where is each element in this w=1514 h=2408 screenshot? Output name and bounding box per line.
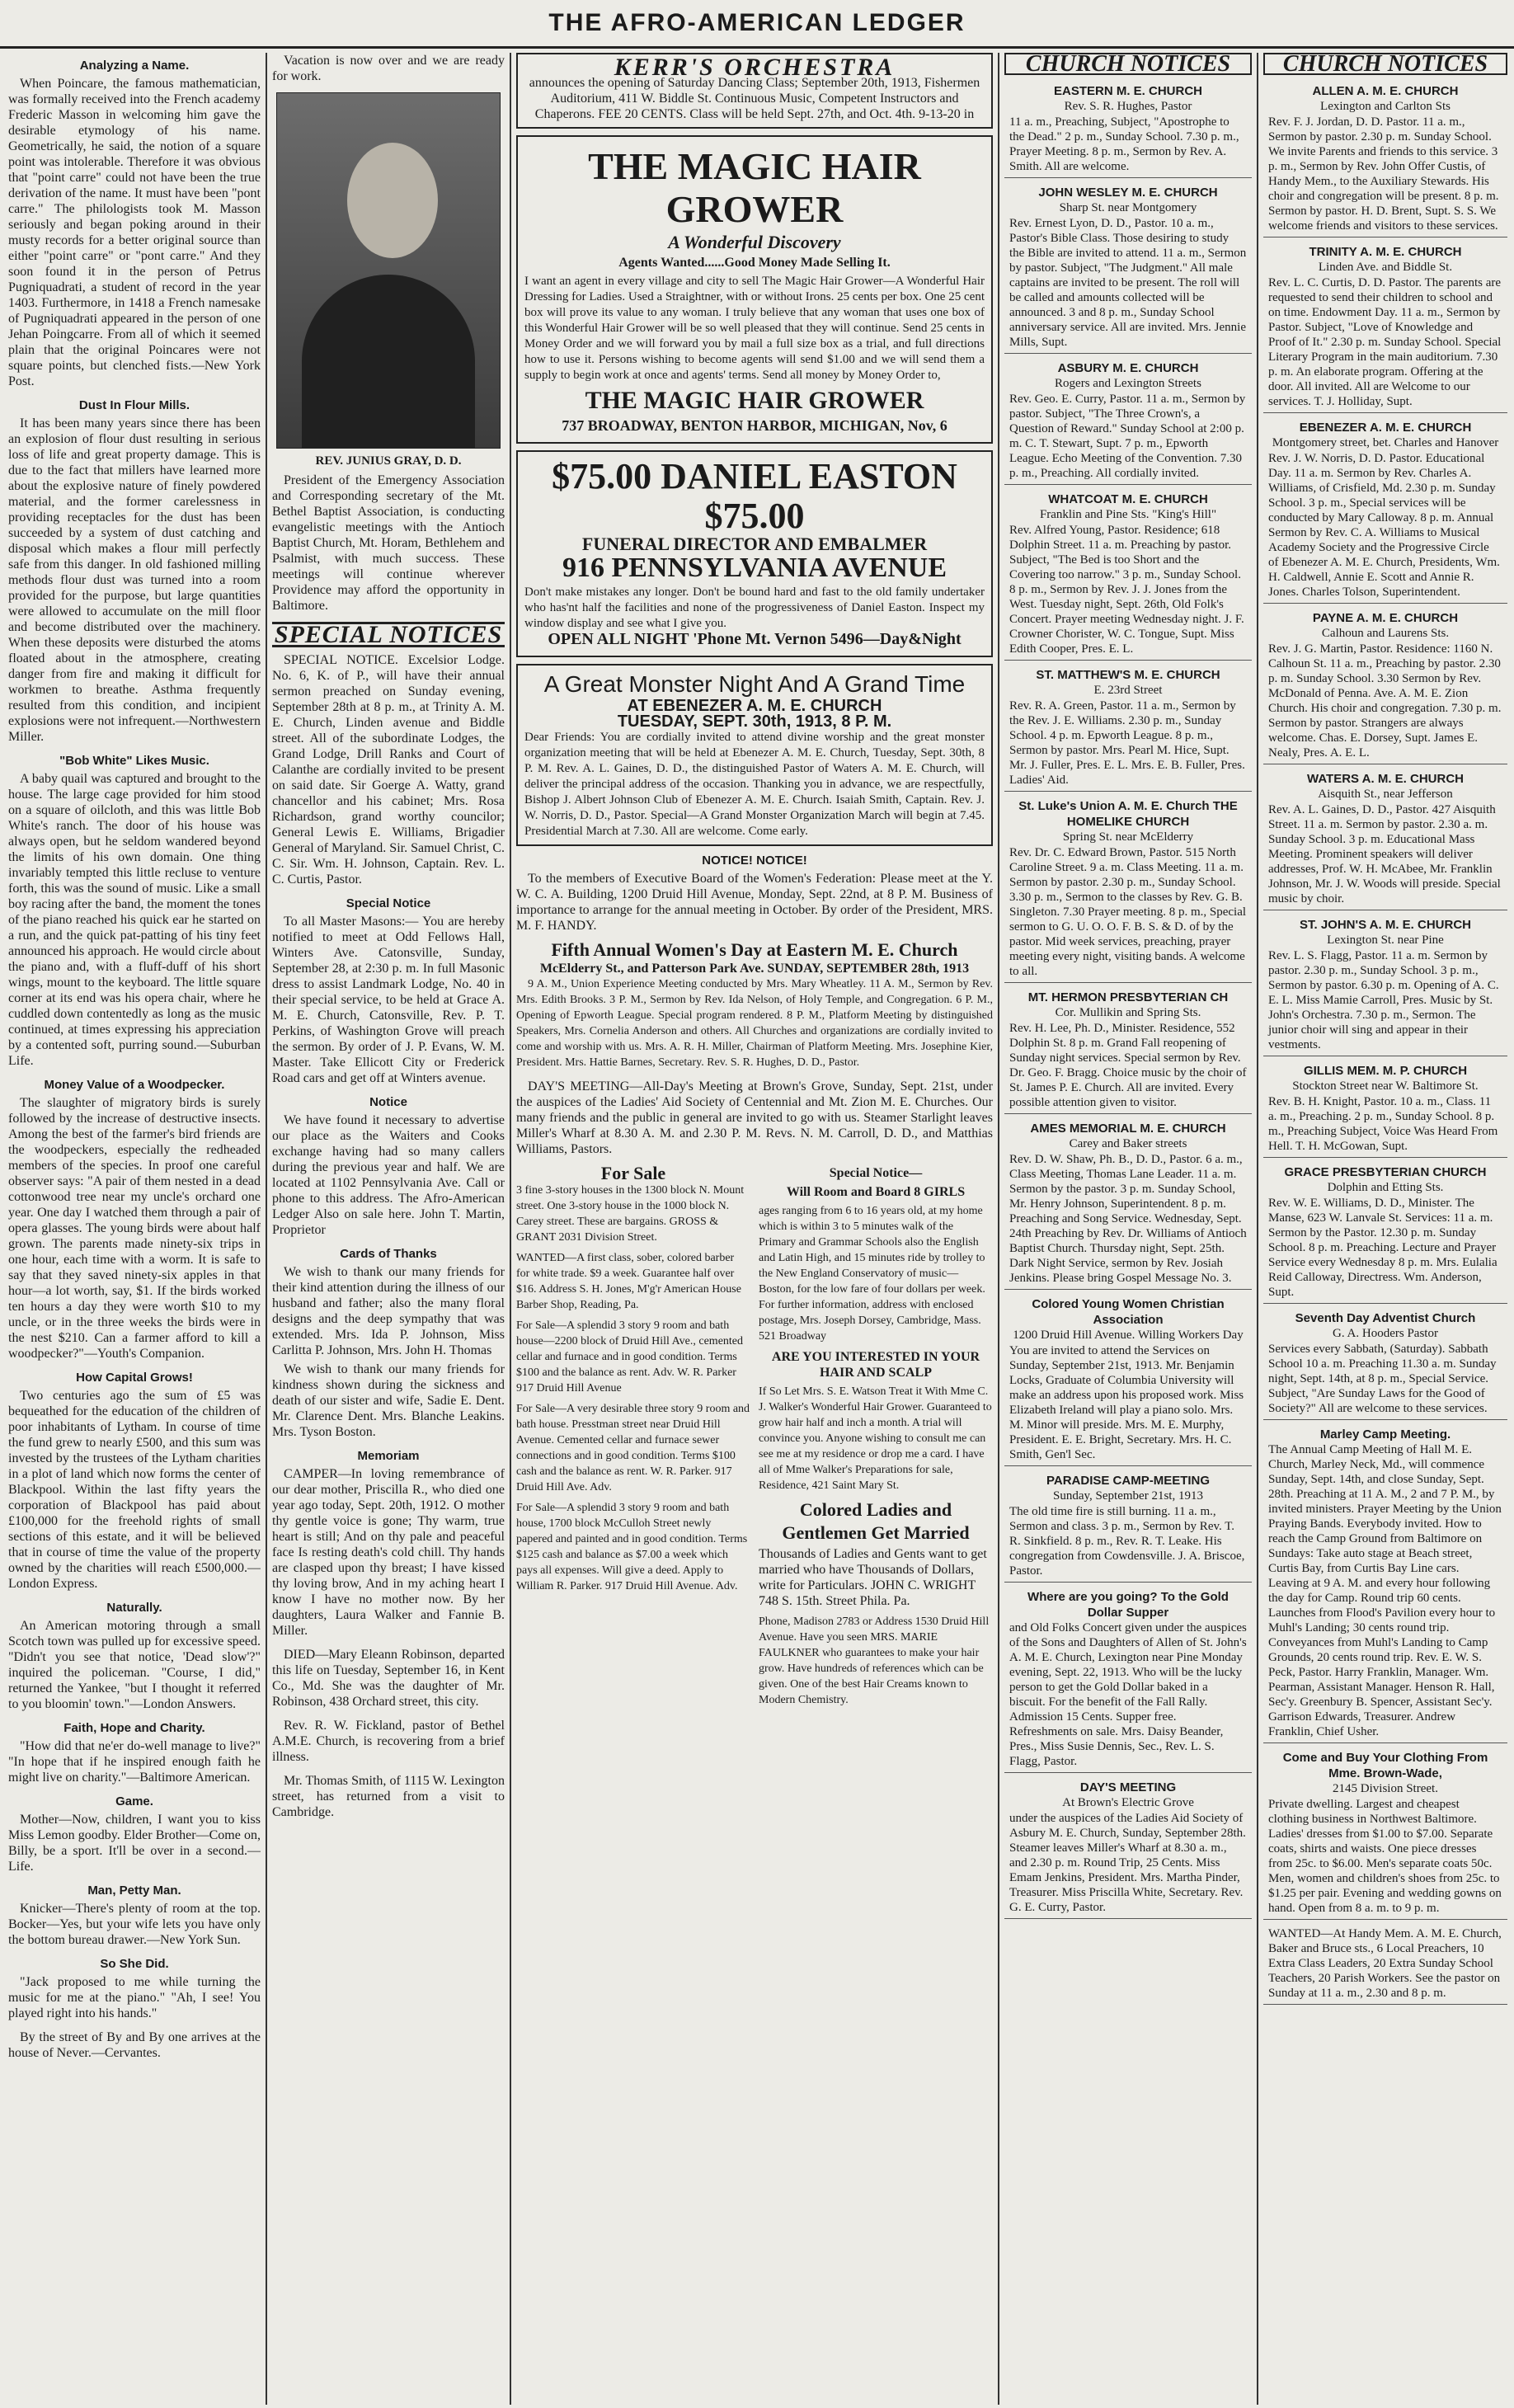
church-notice (1004, 1776, 1252, 1919)
col1-articles (8, 58, 261, 2061)
church-body: under the auspices of the Ladies Aid Society of Asbury M. E. Church, Sunday, September 28th. Steamer leaves Miller's Wharf at 8.30 a. m., and 2.30 p. m. Round Trip, 25 Cents. Miss Emam Jenkins, President. Mrs. Martha Pinder, Treasurer. Miss Priscilla White, Secretary. Rev. G. E. Curry, Pastor. (1009, 1812, 1246, 1914)
special-board-title: Special Notice— (829, 1166, 923, 1180)
portrait-photo (276, 92, 501, 449)
church-address: Spring St. near McElderry (1062, 830, 1194, 844)
church-name: MT. HERMON PRESBYTERIAN CH (1027, 990, 1229, 1004)
article (8, 1077, 261, 1362)
magic-lead: Agents Wanted......Good Money Made Selling It. (618, 256, 891, 270)
church-body: Rev. L. C. Curtis, D. D. Pastor. The parents are requested to send their children to school and on time. Endowment Day. 11 a. m., Sermon by Pastor. Subject, "Love of Knowledge and Proof of It." 2.30 p. m. Sunday School. Special Literary Program in the main auditorium. 7.30 p. m. An elaborate program. Offering at the door. All invited. All are Welcome to our services. T. J. Holliday, Supt. (1268, 276, 1502, 408)
church-notice (1004, 795, 1252, 983)
classified-left (516, 1165, 750, 1713)
church-address: Stockton Street near W. Baltimore St. (1292, 1079, 1479, 1093)
vacation-text: Vacation is now over and we are ready for work. (272, 54, 505, 83)
easton-ad (516, 450, 993, 657)
article (8, 2029, 261, 2061)
magic-name: THE MAGIC HAIR GROWER (585, 387, 924, 414)
memoriam-body: CAMPER—In loving remembrance of our dear mother, Priscilla R., who died one year ago today, Sept. 20th, 1912. O mother thy gentle voice is gone; Thy warm, true heart is still; And on thy pale and peaceful face Is resting death's cold chill. Thy hands are clasped upon thy breast; I have kissed thy loving brow, And in my aching heart I know I have no mother now. By her daughters, Laura Walker and Fannie B. Miller. (272, 1467, 505, 1638)
notice-body: We have found it necessary to advertise our place as the Waiters and Cooks exchange having had so many callers during the previous year and half. We are located at 1102 Pennsylvania Ave. Call or phone to this address. The Afro-American Ledger Also on sale here. John T. Martin, Proprietor (272, 1113, 505, 1237)
hair-scalp-body: If So Let Mrs. S. E. Watson Treat it With Mme C. J. Walker's Wonderful Hair Grower. Guaranteed to grow hair half and inch a month. A trial will convince you. Anyone wishing to consult me can see me at my residence or drop me a card. I have all of Mme Walker's Preparations for sale, Residence, 421 Saint Mary St. (759, 1385, 992, 1492)
church-notice (1263, 1161, 1507, 1304)
column-rule (998, 53, 999, 2405)
church-notice (1004, 986, 1252, 1114)
special-board-body: ages ranging from 6 to 16 years old, at my home which is within 3 to 5 minutes walk of the Primary and Grammar Schools also the English and Latin High, and 15 minutes ride by trolley to the New England Conservatory of music—Boston, for the low fare of four dollars per week. For further information, address with enclosed postage, Mrs. Joseph Dorsey, Cambridge, Mass. 521 Broadway (759, 1205, 985, 1343)
article-body: By the street of By and By one arrives at the house of Never.—Cervantes. (8, 2030, 261, 2060)
church-address: G. A. Hooders Pastor (1333, 1327, 1438, 1340)
church-notice (1263, 1923, 1507, 2005)
church-address: Lexington St. near Pine (1327, 934, 1444, 947)
days-meeting-body: DAY'S MEETING—All-Day's Meeting at Brown's Grove, Sunday, Sept. 21st, under the auspices of the Ladies' Aid Society of Centennial and Mt. Zion M. E. Churches. Our many friends and the public in general are invited to go with us. Steamer Starlight leaves Miller's Wharf at 8.30 A. M. and 2.30 P. M. Revs. N. M. Carroll, D. D., and Matthias Williams, Pastors. (516, 1079, 993, 1156)
womens-day (516, 939, 993, 1070)
church-name: ASBURY M. E. CHURCH (1057, 361, 1199, 375)
article-title: How Capital Grows! (76, 1371, 193, 1385)
monster-date: TUESDAY, SEPT. 30th, 1913, 8 P. M. (617, 713, 892, 731)
column-rule (1257, 53, 1258, 2405)
portrait-face (347, 143, 438, 258)
portrait-coat (302, 275, 475, 448)
column-2 (272, 53, 505, 2405)
church-name: PAYNE A. M. E. CHURCH (1312, 611, 1459, 625)
special-notice-2 (272, 896, 505, 1086)
church-name: Seventh Day Adventist Church (1295, 1311, 1476, 1325)
church-body: Rev. Geo. E. Curry, Pastor. 11 a. m., Sermon by pastor. Subject, "The Three Crown's, a Question of Reward." Sunday School at 2:00 p. m. C. T. Stewart, Supt. 7 p. m., Epworth League. Echo Meeting of the Convention. 7.30 p. m., Preaching. All cordially invited. (1009, 393, 1246, 480)
church-body: You are invited to attend the Services on Sunday, September 21st, 1913. Mr. Benjamin Locks, Graduate of Columbia University will make an address upon his proposed work. Miss Elizabeth Ireland will play a piano solo. Mrs. M. Minor will preside. Mrs. M. E. Murphy, President. E. E. Bright, Secretary. Mrs. H. C. Smith, Gen'l Sec. (1009, 1344, 1244, 1461)
church-name: TRINITY A. M. E. CHURCH (1309, 245, 1462, 259)
article (8, 1600, 261, 1712)
memoriam (272, 1448, 505, 1639)
kerr-title: KERR'S ORCHESTRA (614, 54, 896, 81)
church-body: Rev. Alfred Young, Pastor. Residence; 618 Dolphin Street. 11 a. m. Preaching by pastor. Subject, "The Bed is too Short and the Covering too narrow." 3 p. m., Sunday School. 8 p. m., Sermon by Rev. J. J. Jones from the West. Tuesday night, Sept. 26th, Old Folk's Concert. Prayer meeting Wednesday night. J. F. Crowner Chorister, W. C. Tongue, Supt. Miss Edith Cooper, Pres. E. L. (1009, 524, 1244, 656)
ladies-body: Thousands of Ladies and Gents want to get married who have Thousands of Dollars, write for Particulars. JOHN C. WRIGHT 748 S. 15th. Street Phila. Pa. (759, 1547, 987, 1608)
magic-hair-ad (516, 135, 993, 444)
special-notice-2-body: To all Master Masons:— You are hereby notified to meet at Odd Fellows Hall, Winters Ave. Catonsville, Sunday, September 28, at 2:30 p. m. In full Masonic dress to assist Landmark Lodge, No. 40 in their special service, to be held at Grace A. M. E. Church, Catonsville, Rev. P. T. Perkins, of Washington Grove will preach the sermon. By order of J. P. Evans, W. M. Master. Take Ellicott City or Frederick Road cars and get off at Winters avenue. (272, 915, 505, 1085)
notice-title: Notice (369, 1095, 407, 1109)
for-sale-3: For Sale—A splendid 3 story 9 room and bath house, 1700 block McCulloh Street newly papered and painted and in good condition. Terms $125 cash and balance as $7.00 a week which pays all expenses. Will give a deed. Apply to William R. Parker. 917 Druid Hill Avenue. Adv. (516, 1502, 748, 1592)
fickland-body: Rev. R. W. Fickland, pastor of Bethel A.M.E. Church, is recovering from a brief illness. (272, 1719, 505, 1764)
church-body: Rev. H. Lee, Ph. D., Minister. Residence, 552 Dolphin St. 8 p. m. Grand Fall reopening of Sunday night services. Special sermon by Rev. Dr. Geo. F. Bragg. Choice music by the choir of St. James P. E. Church. All are invited. Every possible attention given to visitor. (1009, 1022, 1247, 1109)
easton-title: $75.00 DANIEL EASTON $75.00 (552, 456, 957, 536)
church-body: Rev. D. W. Shaw, Ph. B., D. D., Pastor. 6 a. m., Class Meeting, Thomas Lane Leader. 11 a. m. Sermon by the pastor. 3 p. m. Sunday School, Mr. Henry Johnson, Superintendent. 8 p. m. Preaching and Song Service. Wednesday, Sept. 24th Preaching by Rev. Dr. Williams of Antioch Baptist Church. Thursday night, Sept. 25th. Dark Night Service, sermon by Rev. Josiah Jenkins. Please bring Gospel Message No. 3. (1009, 1153, 1247, 1285)
church-notice (1263, 1060, 1507, 1158)
article-body: Knicker—There's plenty of room at the top. Bocker—Yes, but your wife lets you have only the bottom bureau drawer.—New York Sun. (8, 1902, 261, 1947)
photo-text (272, 473, 505, 614)
article-title: Money Value of a Woodpecker. (44, 1078, 225, 1092)
church-notice (1004, 357, 1252, 485)
church-body: The Annual Camp Meeting of Hall M. E. Church, Marley Neck, Md., will commence Sunday, Sept. 14th, and close Sunday, Sept. 28th. Preaching at 11 A. M., 2 and 7 P. M., by invited ministers. Prayer Meeting by the Union Praying Bands. Everybody invited. How to reach the Camp Ground from Baltimore on Sundays: Take auto stage at Beach street, Curtis Bay, from Curtis Bay Line cars. Leaving at 9 A. M. and every hour following the day for Camp. Round trip 60 cents. Launches from Flood's Pavilion every hour to Muhl's Landing; 30 cents round trip. Conveyances from Muhl's Landing to Camp Grounds, 20 cents round trip. Rev. E. W. S. Peck, Pastor. Harry Franklin, Manager. Wm. Pearman, Assistant Manager. Henson R. Hall, Sec'y. Greenbury B. Spencer, Assistant Sec'y. Garrison Edwards, Treasurer. Andrew Franklin, Chief Usher. (1268, 1443, 1502, 1738)
photo-caption: REV. JUNIUS GRAY, D. D. (315, 454, 462, 468)
church-notice (1263, 607, 1507, 764)
church-body: 11 a. m., Preaching, Subject, "Apostrophe to the Dead." 2 p. m., Sunday School. 7.30 p. m., Prayer Meeting. 8 p. m., Sermon by Rev. A. Smith. All are welcome. (1009, 115, 1239, 173)
classified-columns (516, 1165, 993, 1713)
article-title: Analyzing a Name. (79, 59, 190, 73)
classified-right (759, 1165, 993, 1713)
easton-addr: 916 PENNSYLVANIA AVENUE (562, 553, 947, 583)
church-body: Rev. L. S. Flagg, Pastor. 11 a. m. Sermon by pastor. 2.30 p. m., Sunday School. 3 p. m., Sermon by pastor. 6.30 p. m. Opening of A. C. E. L. Miss Mamie Carroll, Pres. Music by St. John's Orchestra. 7.30 p. m., Sermon. The junior choir will sing and appear in their vestments. (1268, 949, 1499, 1051)
died-body: DIED—Mary Eleann Robinson, departed this life on Tuesday, September 16, in Kent Co., Md. She was the daughter of Mr. Robinson, 438 Orchard street, this city. (272, 1648, 505, 1709)
cards-of-thanks (272, 1246, 505, 1440)
church-body: Services every Sabbath, (Saturday). Sabbath School 10 a. m. Preaching 11.30 a. m. Sunday night, Sept. 14th, at 8 p. m., Special Service. Subject, "Are Sunday Laws for the Good of Society?" All are welcome to these services. (1268, 1343, 1497, 1415)
church-name: WATERS A. M. E. CHURCH (1307, 772, 1464, 786)
magic-addr: 737 BROADWAY, BENTON HARBOR, MICHIGAN, Nov, 6 (562, 417, 947, 434)
womens-day-title: Fifth Annual Women's Day at Eastern M. E. Church (551, 939, 958, 960)
church-name: St. Luke's Union A. M. E. Church THE HOMELIKE CHURCH (1018, 799, 1238, 829)
article-body: Mother—Now, children, I want you to kiss Miss Lemon goodby. Elder Brother—Come on, Billy, be a sport. It'll be over in a second.—Life. (8, 1813, 261, 1874)
church-notices-heading: CHURCH NOTICES (1263, 53, 1507, 75)
article-body: The slaughter of migratory birds is surely followed by the increase of destructive insects. Among the best of the farmer's bird friends are the woodpeckers, especially the redheaded members of the species. In proof one careful observer says: "A pair of them nested in a dead cottonwood tree near my uncle's orchard one year. One day I watched them through a pair of opera glasses. The young birds were about half grown. The parents made ninety-six trips in one hour, each time with a worm. It is safe to say that they saved ninety-six apples in that hour—a lot worth, say, $1. If the birds worked ten hours a day they were worth $10 to my uncle, or in the three weeks the birds were in the nest $210. Can a farmer afford to kill a woodpecker?"—Youth's Companion. (8, 1096, 261, 1361)
church-name: ALLEN A. M. E. CHURCH (1312, 84, 1459, 98)
easton-open: OPEN ALL NIGHT 'Phone Mt. Vernon 5496—Day&Night (548, 630, 962, 648)
article-title: Man, Petty Man. (87, 1884, 181, 1898)
church-name: GILLIS MEM. M. P. CHURCH (1303, 1064, 1468, 1078)
church-address: Lexington and Carlton Sts (1320, 100, 1451, 113)
article (8, 1956, 261, 2021)
church-address: Montgomery street, bet. Charles and Hanover (1272, 436, 1499, 449)
article-body: An American motoring through a small Scotch town was pulled up for excessive speed. "Didn't you see that notice, 'Dead slow'?" inquired the policeman. "Course, I did," returned the Yankee, "but I thought it referred to you bloomin' town."—London Answers. (8, 1619, 261, 1711)
church-body: Rev. R. A. Green, Pastor. 11 a. m., Sermon by the Rev. J. E. Williams. 2.30 p. m., Sunday School. 4 p. m. Epworth League. 8 p. m., Sermon by pastor. Mrs. Pearl M. Hice, Supt. Mr. J. Fuller, Pres. E. L. Mrs. E. B. Fuller, Pres. Ladies' Aid. (1009, 699, 1245, 787)
church-notice (1004, 1117, 1252, 1290)
kerr-orchestra-ad (516, 53, 993, 129)
church-address: Sunday, September 21st, 1913 (1053, 1489, 1203, 1503)
memoriam-title: Memoriam (357, 1449, 420, 1463)
church-body: Rev. W. E. Williams, D. D., Minister. The Manse, 623 W. Lanvale St. Services: 11 a. m. Sermon by the Pastor. 12.30 p. m. Sunday School. 8 p. m. Preaching. Lecture and Prayer Service every Wednesday 8 p. m. Mrs. Eulalia Reid Calloway, Directress. Wm. Anderson, Supt. (1268, 1197, 1498, 1299)
thanks-title: Cards of Thanks (340, 1247, 437, 1261)
monster-title: A Great Monster Night And A Grand Time (543, 671, 966, 697)
easton-sub: FUNERAL DIRECTOR AND EMBALMER (581, 534, 928, 554)
magic-title: THE MAGIC HAIR GROWER (588, 145, 921, 230)
church-address: Sharp St. near Montgomery (1059, 201, 1197, 214)
federation-title: NOTICE! NOTICE! (702, 854, 807, 868)
church-name: Where are you going? To the Gold Dollar Supper (1027, 1590, 1229, 1620)
church-body: WANTED—At Handy Mem. A. M. E. Church, Baker and Bruce sts., 6 Local Preachers, 10 Extra Class Leaders, 20 Extra Sunday School Teachers, 20 Parish Workers. See the pastor on Sunday at 11 a. m., 2.30 and 8 p. m. (1268, 1927, 1502, 2000)
church-name: JOHN WESLEY M. E. CHURCH (1038, 186, 1218, 200)
church-body: Rev. F. J. Jordan, D. D. Pastor. 11 a. m., Sermon by pastor. 2.30 p. m. Sunday School. We invite Parents and friends to this service. 3 p. m., Sermon by Rev. John Offer Custis, of Handy Mem., to the Auxiliary Stewards. His choir and congregation will be present. 8 p. m. Sermon by pastor. H. D. Brent, Supt. S. S. We welcome friends and visitors to these services. (1268, 115, 1499, 233)
church-notice (1004, 664, 1252, 792)
church-notice (1263, 1307, 1507, 1420)
womens-day-body: 9 A. M., Union Experience Meeting conducted by Mrs. Mary Wheatley. 11 A. M., Sermon by Rev. Mrs. Edith Brooks. 3 P. M., Sermon by Rev. Ida Nelson, of Holy Temple, and Congregation. 6 P. M., Opening of Epworth League. Special program rendered. 8 P. M., Platform Meeting by distinguished Speakers, Mrs. Cornelia Anderson and others. All Churches and organizations are cordially invited to come and worship with us. Mrs. A. R. H. Miller, Chairman of Platform Meeting. Mrs. Josephine Kier, President. Mrs. Hattie Barnes, Secretary. Rev. S. R. Hughes, D. D., Pastor. (516, 978, 993, 1069)
church-notice (1263, 768, 1507, 910)
monster-night-ad (516, 664, 993, 846)
article-title: Faith, Hope and Charity. (63, 1721, 205, 1735)
federation-body: To the members of Executive Board of the Women's Federation: Please meet at the Y. W. C. A. Building, 1200 Druid Hill Avenue, Monday, Sept. 22nd, at 8 P. M. Business of importance to arrange for the annual meeting in October. By order of the President, MRS. M. F. HANDY. (516, 872, 993, 933)
church-address: Dolphin and Etting Sts. (1327, 1181, 1444, 1194)
for-sale-body: 3 fine 3-story houses in the 1300 block N. Mount street. One 3-story house in the 1000 block N. Carey street. These are bargains. GROSS & GRANT 2031 Division Street. (516, 1184, 745, 1244)
church-body: Rev. J. W. Norris, D. D. Pastor. Educational Day. 11 a. m. Sermon by Rev. Charles A. Williams, of Crisfield, Md. 2.30 p. m. Sunday School. 3 p. m., Special services will be conducted by Mary Calloway. 8 p. m. Annual Sermon by Rev. C. A. Williams to Musical Academy Society and the Progressive Circle of Ebenezer A. M. E. Church, Presidents, Wm. H. Caldwell, Annie E. Scott and Annie R. Jones. Charles Tolson, Superintendent. (1268, 452, 1500, 599)
article-title: "Bob White" Likes Music. (59, 754, 209, 768)
magic-body: I want an agent in every village and city to sell The Magic Hair Grower—A Wonderful Hair Dressing for Ladies. Used a Straightner, with or without Irons. 25 cents per box. One 25 cent box will prove its value to any woman. I truly believe that any woman that uses one box of this Wonderful Hair Grower will be so well pleased that they will continue. Send 25 cents in Money Order and we will forward you by mail a full size box as a trial, and full directions how to use it. Persons wishing to become agents will send $1.00 and we will send them a supply to begin work at once and agents' terms. Send all money by Money Order to, (524, 275, 985, 382)
article-title: Game. (115, 1794, 153, 1808)
church-body: Rev. A. L. Gaines, D. D., Pastor. 427 Aisquith Street. 11 a. m. Sermon by pastor. 2.30 a. m. Sunday School. 3 p. m. Educational Mass Meeting. Prominent speakers will deliver addresses, Prof. W. H. McAbee, Mr. Franklin Johnson, Mr. J. W. Woods will preside. Special music by choir. (1268, 803, 1501, 905)
special-notice-1-body: SPECIAL NOTICE. Excelsior Lodge. No. 6, K. of P., will have their annual sermon preached on Sunday evening, September 28th at 8 p. m., at Trinity A. M. E. Church, Linden avenue and Biddle street. All of the subordinate Lodges, the Grand Lodge, Drill Ranks and Court of Calanthe are cordially invited to be present on said date. Sir Goerge A. Watty, grand chancellor and his cabinet; Mrs. Rosa Richardson, grand worthy councilor; General Lewis E. Williams, Brigadier General of Maryland. Sir. Samuel Christ, C. C. Sir. Wm. H. Johnson, Captain. Rev. L. C. Curtis, Pastor. (272, 653, 505, 887)
church-body: Rev. Ernest Lyon, D. D., Pastor. 10 a. m., Pastor's Bible Class. Those desiring to study the Bible are invited to attend. 11 a. m., Sermon by pastor. Subject, "The Judgment." All male captains are invited to be present. The roll will be called and amounts collected will be announced. 3 and 8 p. m., Sunday School anniversary service. All are invited. Mrs. Jennie Mills, Supt. (1009, 217, 1247, 349)
masthead-title: THE AFRO-AMERICAN LEDGER (548, 9, 966, 36)
church-address: Calhoun and Laurens Sts. (1321, 627, 1450, 640)
article (8, 1370, 261, 1592)
fickland-notice (272, 1718, 505, 1765)
article-title: So She Did. (100, 1957, 169, 1971)
church-body: Rev. J. G. Martin, Pastor. Residence: 1160 N. Calhoun St. 11 a. m., Preaching by pastor. 2.30 p. m. Sunday School. 3.30 Sermon by Rev. McDonald of Penna. Ave. A. M. E. Zion Church. His choir and congregation. 7.30 p. m. Sermon by pastor. Strangers are always welcome. Chas. E. Dorsey, Supt. James E. Nealy, Pres. A. E. L. (1268, 642, 1502, 760)
magic-sub: A Wonderful Discovery (668, 232, 841, 252)
notice (272, 1094, 505, 1238)
church-name: WHATCOAT M. E. CHURCH (1048, 492, 1208, 506)
church-body: Rev. Dr. C. Edward Brown, Pastor. 515 North Caroline Street. 9 a. m. Class Meeting. 11 a. m. Sermon by pastor. 2.30 p. m., Sunday School. 3.30 p. m., Sermon to the classes by Rev. G. B. Singleton. 7.30 Prayer meeting. 8 p. m., Special sermon to G. U. O. O. F. B. S. & D. of by the pastor. Mid week services, preaching, prayer meeting every night, visiting bands. A welcome to all. (1009, 846, 1247, 978)
days-meeting (516, 1079, 993, 1157)
special-notices-heading: SPECIAL NOTICES (272, 622, 505, 647)
church-name: PARADISE CAMP-MEETING (1046, 1474, 1211, 1488)
church-address: Carey and Baker streets (1069, 1137, 1187, 1150)
church-address: Cor. Mullikin and Spring Sts. (1055, 1006, 1201, 1019)
article (8, 1794, 261, 1874)
church-address: E. 23rd Street (1093, 684, 1163, 697)
column-1 (8, 53, 261, 2405)
special-notice-1 (272, 652, 505, 887)
church-body: The old time fire is still burning. 11 a. m., Sermon and class. 3 p. m., Sermon by Rev. T. R. Sinkfield. 8 p. m., Rev. R. T. Leake. His congregation from Cowdensville. J. A. Briscoe, Pastor. (1009, 1505, 1245, 1578)
church-name: AMES MEMORIAL M. E. CHURCH (1030, 1122, 1226, 1136)
church-notice (1004, 1586, 1252, 1773)
church-notice (1263, 1423, 1507, 1743)
church-address: Rev. S. R. Hughes, Pastor (1064, 100, 1192, 113)
col4-churches (1004, 80, 1252, 1919)
church-notice (1263, 1747, 1507, 1920)
hair-scalp-title: ARE YOU INTERESTED IN YOUR HAIR AND SCALP (771, 1350, 980, 1380)
womens-day-sub: McElderry St., and Patterson Park Ave. SUNDAY, SEPTEMBER 28th, 1913 (539, 962, 970, 976)
church-notice (1263, 241, 1507, 413)
article (8, 1720, 261, 1785)
church-address: 2145 Division Street. (1333, 1782, 1438, 1795)
church-name: Come and Buy Your Clothing From Mme. Brown-Wade, (1282, 1751, 1488, 1780)
special-board-sub: Will Room and Board 8 GIRLS (786, 1185, 966, 1199)
church-name: EBENEZER A. M. E. CHURCH (1299, 421, 1472, 435)
church-notice (1004, 80, 1252, 178)
for-sale-2: For Sale—A very desirable three story 9 room and bath house. Presstman street near Druid Hill Avenue. Cemented cellar and furnace sewer connections and in good condition. Terms $100 cash and the balance as rent. W. R. Parker. 917 Druid Hill Ave. Adv. (516, 1403, 750, 1493)
article-body: "Jack proposed to me while turning the music for me at the piano." "Ah, I see! You played right into his hands." (8, 1975, 261, 2020)
column-5 (1263, 53, 1507, 2405)
ladies-title: Colored Ladies and Gentlemen Get Married (782, 1499, 970, 1543)
church-notices-heading: CHURCH NOTICES (1004, 53, 1252, 75)
article (8, 753, 261, 1069)
smith-body: Mr. Thomas Smith, of 1115 W. Lexington street, has returned from a visit to Cambridge. (272, 1774, 505, 1819)
church-notice (1004, 1470, 1252, 1583)
church-notice (1004, 488, 1252, 661)
article-body: It has been many years since there has been an explosion of flour dust resulting in serious loss of life and great property damage. This is due to the fact that millers have learned more about the explosive nature of finely powdered material, and the former carelessness in providing receptacles for the dust has been succeeded by a system of dust catching and disposal which makes a flour mill perfectly safe from this danger. In old fashioned milling methods flour dust was turned into a room provided for the purpose, but large quantities were allowed to accumulate on the mill floor and become distributed over the machinery. When these deposits were disturbed the atoms floated about in the atmosphere, creating danger from fire and making it difficult for workmen to breathe. Asthma frequently resulted from this condition, and incipient explosions were not infrequent.—Northwestern Miller. (8, 416, 261, 744)
vacation-notice (272, 53, 505, 84)
church-name: EASTERN M. E. CHURCH (1053, 84, 1202, 98)
easton-body: Don't make mistakes any longer. Don't be bound hard and fast to the old family undertaker who has'nt half the facilities and none of the progressiveness of Daniel Easton. Inspect my window display and see what I give you. (524, 586, 985, 630)
article (8, 1883, 261, 1948)
column-4 (1004, 53, 1252, 2405)
for-sale-1: For Sale—A splendid 3 story 9 room and bath house—2200 block of Druid Hill Ave., cemented cellar and furnace and in good condition. Terms $100 and the balance as rent. Adv. W. R. Parker 917 Druid Hill Avenue (516, 1319, 744, 1394)
for-sale-title: For Sale (600, 1163, 666, 1183)
article-body: Two centuries ago the sum of £5 was bequeathed for the education of the children of poor inhabitants of Lytham. In course of time the fund grew to nearly £500, and this sum was invested by the trustees of the Lytham charities in a plot of land which now forms the center of Blackpool. Within the last fifty years the corporation of Blackpool has paid about £100,000 for the freehold rights of small sections of this estate, and it will be believed that in course of time the value of the property owned by the charities will reach £500,000.—London Express. (8, 1389, 261, 1591)
monster-at: AT EBENEZER A. M. E. CHURCH (627, 697, 882, 715)
thanks-1: We wish to thank our many friends for their kind attention during the illness of our husband and father; also the many floral designs and the deep sympathy that was extended. Mrs. Ida P. Johnson, Miss Carlitta P. Johnson, Mrs. John H. Thomas (272, 1265, 505, 1357)
church-name: ST. JOHN'S A. M. E. CHURCH (1299, 918, 1472, 932)
column-rule (510, 53, 511, 2405)
church-notice (1263, 416, 1507, 604)
church-address: Linden Ave. and Biddle St. (1318, 261, 1453, 274)
church-address: Aisquith St., near Jefferson (1318, 788, 1453, 801)
church-notice (1004, 1293, 1252, 1466)
article-title: Dust In Flour Mills. (78, 398, 190, 412)
church-address: At Brown's Electric Grove (1062, 1796, 1194, 1809)
church-name: Colored Young Women Christian Association (1032, 1297, 1225, 1327)
monster-body: Dear Friends: You are cordially invited to attend divine worship and the great monster organization meeting that will be held at Ebenezer A. M. E. Church, Tuesday, Sept. 30th, 8 P. M. Rev. A. L. Gaines, D. D., the distinguished Pastor of Waters A. M. E. Church, will deliver the principal address of the occasion. Thanking you in advance, we are respectfully, Bishop J. Albert Johnson Club of Ebenezer A. M. E. Church. Isaiah Smith, Captain. Rev. J. W. Norris, D. D., Pastor. Special—A Grand Monster Organization March will begin at 7.45. Presidential March at 7.30. All are welcome. Come early. (524, 731, 985, 838)
church-address: 1200 Druid Hill Avenue. Willing Workers Day (1013, 1329, 1244, 1342)
masthead (0, 0, 1514, 49)
church-body: Rev. B. H. Knight, Pastor. 10 a. m., Class. 11 a. m., Preaching. 2 p. m., Sunday School. 8 p. m., Preaching Subject, Voice Was Heard From Hell. T. H. McGowan, Supt. (1268, 1095, 1498, 1153)
col5-churches (1263, 80, 1507, 2005)
church-name: GRACE PRESBYTERIAN CHURCH (1284, 1165, 1487, 1179)
church-body: Private dwelling. Largest and cheapest clothing business in Northwest Baltimore. Ladies' dresses from $1.00 to $7.00. Separate coats, shirts and waists. One piece dresses from 25c. to $6.00. Men's separate coats 50c. Men, women and children's shoes from 25c. to $1.25 per pair. Evening and wedding gowns on hand. Open from 8 a. m. to 9 p. m. (1268, 1798, 1502, 1915)
church-name: DAY'S MEETING (1079, 1780, 1177, 1794)
article-body: "How did that ne'er do-well manage to live?" "In hope that if he inspired enough faith he might live on charity."—Baltimore American. (8, 1739, 261, 1785)
special-notice-2-title: Special Notice (346, 896, 431, 910)
kerr-body: announces the opening of Saturday Dancing Class; September 20th, 1913, Fishermen Auditorium, 411 W. Biddle St. Continuous Music, Competent Instructors and Chaperons. FEE 20 CENTS. Class will be held Sept. 27th, and Oct. 4th. 9-13-20 in (529, 76, 980, 121)
article (8, 58, 261, 389)
article-title: Naturally. (106, 1601, 162, 1615)
church-notice (1004, 181, 1252, 354)
church-address: Rogers and Lexington Streets (1055, 377, 1201, 390)
church-notice (1263, 914, 1507, 1056)
thanks-2: We wish to thank our many friends for kindness shown during the sickness and death of our sister and wife, Sadie E. Dent. Mr. Clarence Dent. Mrs. Blanche Leakins. Mrs. Tyson Boston. (272, 1362, 505, 1439)
church-name: ST. MATTHEW'S M. E. CHURCH (1036, 668, 1220, 682)
article (8, 397, 261, 745)
photo-text-body: President of the Emergency Association and Corresponding secretary of the Mt. Bethel Baptist Association, is conducting evangelistic meetings with the Antioch Baptist Church, Mt. Horam, Bethlehem and Psalmist, with much success. These meetings will continue wherever Providence may afford the opportunity in Baltimore. (272, 473, 505, 613)
federation-notice (516, 853, 993, 934)
column-rule (266, 53, 267, 2405)
church-body: and Old Folks Concert given under the auspices of the Sons and Daughters of Allen of St. John's A. M. E. Church, Lexington near Pine Monday evening, Sept. 22, 1913. Who will be the lucky person to get the Gold Dollar baked in a biscuit. For the benefit of the Fall Rally. Admission 15 Cents. Supper free. Refreshments on sale. Mrs. Daisy Beander, Pres., Miss Susie Dennis, Sec., Rev. L. S. Flagg, Pastor. (1009, 1621, 1247, 1768)
church-address: Franklin and Pine Sts. "King's Hill" (1039, 508, 1217, 521)
faulkner-ad: Phone, Madison 2783 or Address 1530 Druid Hill Avenue. Have you seen MRS. MARIE FAULKNER who guarantees to make your hair grow. Have hundreds of references which can be given. One of the best Hair Creams known to Modern Chemistry. (759, 1616, 990, 1706)
church-name: Marley Camp Meeting. (1319, 1427, 1451, 1442)
died-notice (272, 1647, 505, 1710)
smith-notice (272, 1773, 505, 1820)
barber-wanted: WANTED—A first class, sober, colored barber for white trade. $9 a week. Guarantee half over $16. Address S. H. Jones, M'g'r American House Barber Shop, Reading, Pa. (516, 1252, 741, 1311)
article-body: When Poincare, the famous mathematician, was formally received into the French academy Frederic Masson in welcoming him gave the desirable etymology of his name. Geometrically, he said, the notion of a square point was intolerable. Therefore it was obvious that "point carre" could not have been the true derivation of the name. It must have been "pont carre." The philologists took M. Masson seriously and began poking around in their musty records for a better original source than either "point carre" or "pont carre." And they soon found it in the person of Petrus Pugniquadrati, a student of record in the year 1403. Furthermore, in 1418 a French namesake of Pugniquadrati appeared in the person of one Jehan Poingcarre. From all of which it seemed plain that the original Poincares were not square points, but clenched fists.—New York Post. (8, 77, 261, 388)
article-body: A baby quail was captured and brought to the house. The large cage provided for him stood on a square of oilcloth, and this was little Bob White's ranch. The door of his house was always open, but he seldom wandered beyond the limits of his own domain. One thing invariably tempted this little recluse to venture forth, this was the sound of music. Like a small boy racing after the band, the moment the tones of the piano reached his quick ear he started on a run, and the quick pat-patting of his tiny feet announced his approach. He would circle about the piano and, with a fluff-duff of his short wings, mount to the keyboard. The little square corner at its end was his opera chair, where he cuddled down contentedly as long as the music continued, at times expressing his appreciation by a contented soft, purring sound.—Suburban Life. (8, 772, 261, 1068)
church-notice (1263, 80, 1507, 238)
column-3 (516, 53, 993, 2405)
